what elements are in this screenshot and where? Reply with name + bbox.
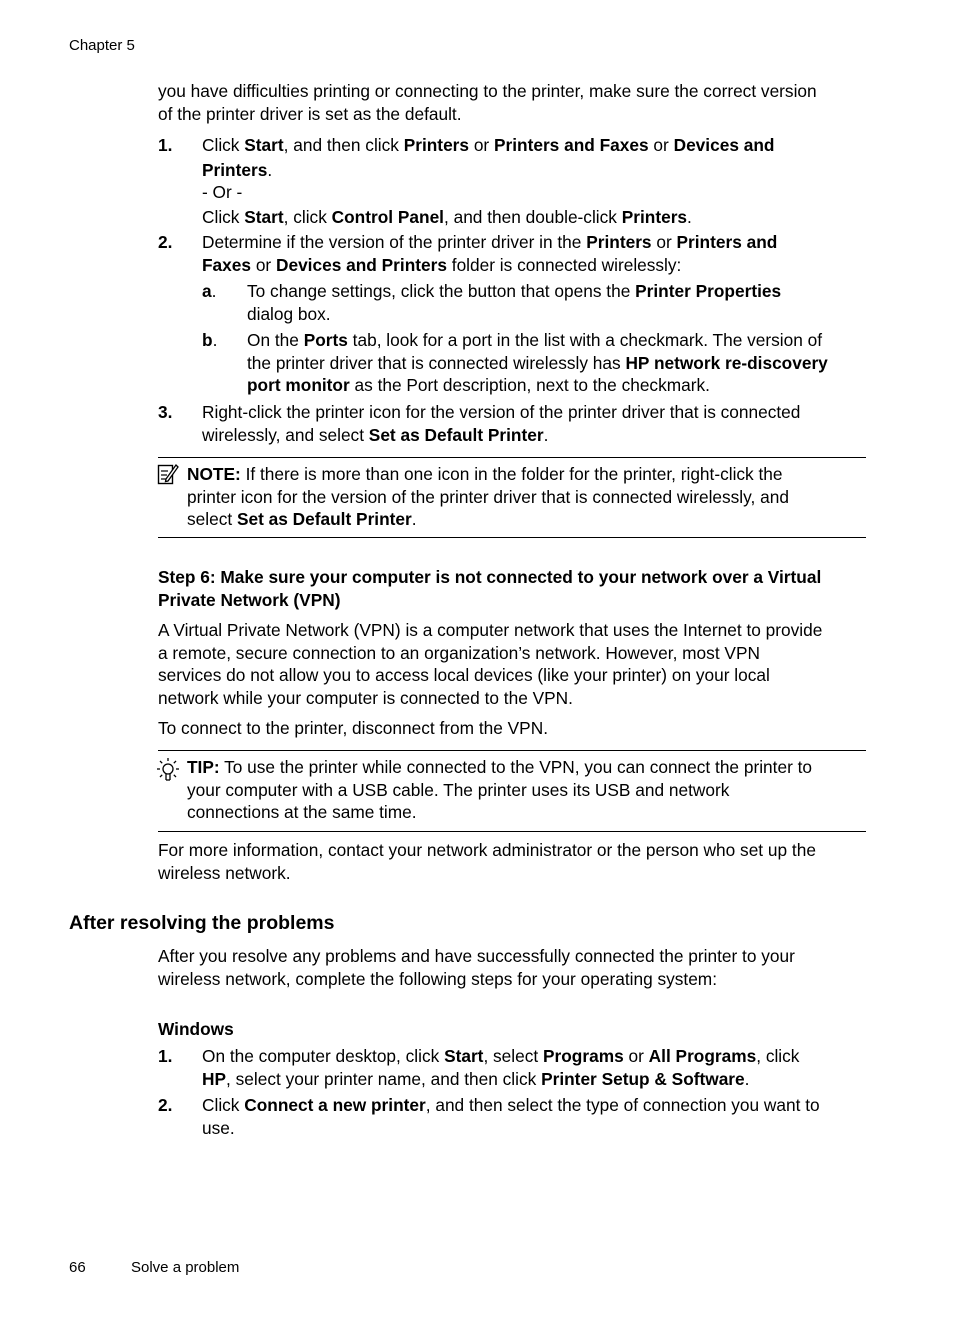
page-number: 66	[69, 1259, 86, 1276]
step-1-number: 1.	[158, 135, 173, 155]
text-line: TIP: To use the printer while connected to the VPN, you can connect the printer to	[187, 757, 813, 777]
step-3-text	[202, 401, 870, 446]
note-bottom-rule	[158, 537, 866, 538]
text-line: Determine if the version of the printer driver in the Printers or Printers and	[202, 232, 778, 252]
text-line: On the Ports tab, look for a port in the list with a checkmark. The version of	[247, 330, 823, 350]
text-line: Right-click the printer icon for the version of the printer driver that is connected	[202, 402, 801, 422]
text-line: - Or -	[202, 182, 243, 203]
text-line: Click Start, click Control Panel, and then double-click Printers.	[202, 206, 692, 227]
windows-heading: Windows	[158, 1019, 234, 1039]
after-resolving-paragraph: After you resolve any problems and have successfully connected the printer to your wireless network, complete the following steps for your operating system:	[158, 946, 795, 989]
text-line: Click Start, and then click Printers or Printers and Faxes or Devices and	[202, 135, 775, 155]
text-line: Faxes or Devices and Printers folder is connected wirelessly:	[202, 254, 682, 275]
step-3-number: 3.	[158, 402, 173, 422]
text-line: the printer driver that is connected wirelessly has HP network re-discovery	[247, 352, 828, 373]
tip-text	[187, 756, 870, 824]
win-step-1-text	[202, 1045, 870, 1090]
tip-top-rule	[158, 750, 866, 751]
step-2b-letter: b.	[202, 330, 218, 350]
note-icon	[157, 462, 179, 486]
text-line: port monitor as the Port description, next to the checkmark.	[247, 375, 710, 396]
footer-section-title: Solve a problem	[131, 1259, 240, 1276]
chapter-header: Chapter 5	[69, 37, 135, 54]
step-2a-letter: a.	[202, 281, 217, 301]
disconnect-paragraph: To connect to the printer, disconnect from the VPN.	[158, 718, 548, 738]
text-line: Click Connect a new printer, and then select the type of connection you want to	[202, 1095, 820, 1115]
text-line: select Set as Default Printer.	[187, 509, 417, 530]
step-2-text	[202, 231, 870, 276]
text-line: wirelessly, and select Set as Default Printer.	[202, 424, 549, 445]
text-line: use.	[202, 1117, 235, 1138]
more-info-paragraph: For more information, contact your network administrator or the person who set up the wireless network.	[158, 840, 816, 883]
step-2a-text	[247, 280, 870, 325]
vpn-paragraph: A Virtual Private Network (VPN) is a computer network that uses the Internet to provide a remote, secure connection to an organization’s network. However, most VPN services do not allow you to access local devices (like your printer) on your local network while your computer is connected to the VPN.	[158, 620, 823, 708]
text-line: NOTE: If there is more than one icon in the folder for the printer, right-click the	[187, 464, 783, 484]
text-line: printer icon for the version of the printer driver that is connected wirelessly, and	[187, 486, 789, 507]
text-line: connections at the same time.	[187, 802, 417, 823]
lightbulb-icon	[156, 757, 180, 783]
text-line: To change settings, click the button that opens the Printer Properties	[247, 281, 782, 301]
step-6-heading: Step 6: Make sure your computer is not connected to your network over a Virtual Private Network (VPN)	[158, 567, 822, 610]
text-line: On the computer desktop, click Start, select Programs or All Programs, click	[202, 1046, 800, 1066]
text-line: your computer with a USB cable. The printer uses its USB and network	[187, 779, 730, 800]
win-step-2-text	[202, 1094, 870, 1139]
win-step-1-number: 1.	[158, 1046, 173, 1066]
note-top-rule	[158, 457, 866, 458]
text-line: dialog box.	[247, 303, 331, 324]
text-line: Printers.	[202, 159, 273, 180]
after-resolving-heading: After resolving the problems	[69, 912, 335, 934]
step-1-text	[202, 134, 870, 228]
step-2b-text	[247, 329, 870, 397]
text-line: HP, select your printer name, and then click Printer Setup & Software.	[202, 1068, 750, 1089]
win-step-2-number: 2.	[158, 1095, 173, 1115]
tip-bottom-rule	[158, 831, 866, 832]
note-text	[187, 463, 870, 531]
intro-paragraph: you have difficulties printing or connecting to the printer, make sure the correct version of the printer driver is set as the default.	[158, 81, 817, 124]
step-2-number: 2.	[158, 232, 173, 252]
